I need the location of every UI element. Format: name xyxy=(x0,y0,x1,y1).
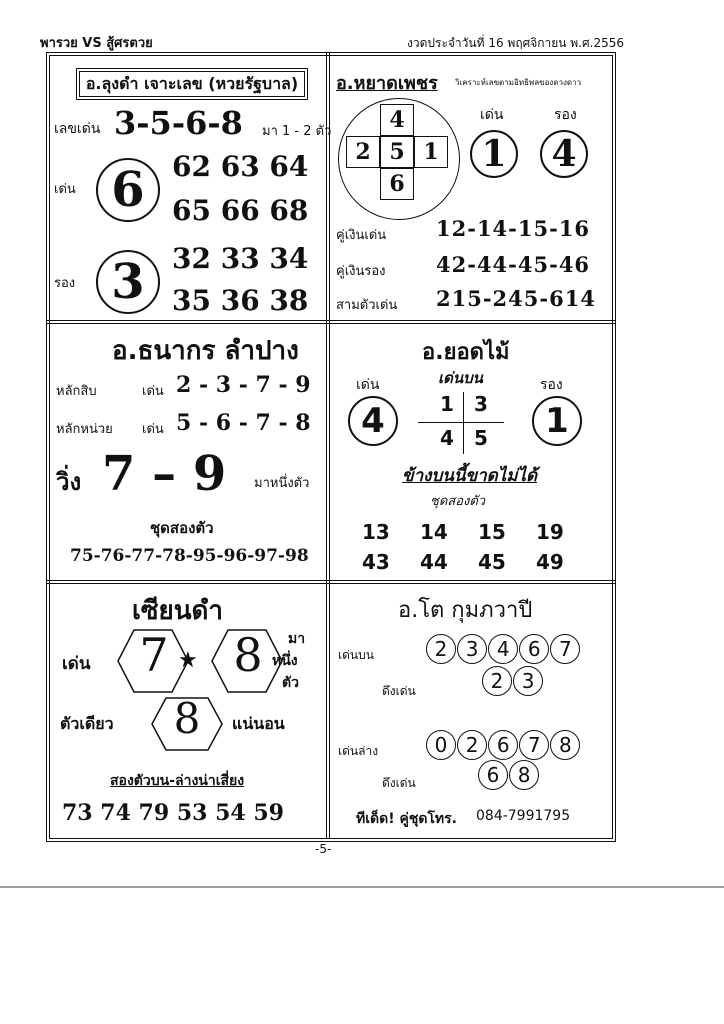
grid-cell-right: 1 xyxy=(414,136,448,168)
lead-label: เลขเด่น xyxy=(54,121,101,137)
p5-note-2: หนึ่ง xyxy=(272,653,298,669)
p4-row1-num-4: 19 xyxy=(536,520,564,544)
cross-cell-c: 4 xyxy=(440,426,454,450)
cross-horizontal-line xyxy=(418,422,504,423)
pair-den-label: คู่เงินเด่น xyxy=(336,228,387,243)
header-date: งวดประจำวันที่ 16 พฤศจิกายน พ.ศ.2556 xyxy=(407,36,624,50)
top-digit-circle: 2 xyxy=(426,634,456,664)
handwritten-note: ข้างบนนี้ขาดไม่ได้ xyxy=(402,466,538,486)
sure-label: แน่นอน xyxy=(232,714,285,733)
p4-den-label: เด่น xyxy=(356,377,380,393)
lead-note: มา 1 - 2 ตัว xyxy=(262,124,332,139)
lead-numbers: 3-5-6-8 xyxy=(114,104,243,142)
p4-rong-circle: 1 xyxy=(532,396,582,446)
p2-den-label: เด่น xyxy=(480,107,504,123)
rong-digit-circle: 3 xyxy=(96,250,160,314)
row-divider-1 xyxy=(46,320,616,324)
top-digit-circle: 3 xyxy=(457,634,487,664)
bottom-digit-circle: 6 xyxy=(488,730,518,760)
run-numbers: 7 – 9 xyxy=(102,446,227,502)
bottom-digit-circle: 8 xyxy=(550,730,580,760)
bottom-label: เด่นล่าง xyxy=(338,744,379,758)
run-note: มาหนึ่งตัว xyxy=(254,476,310,491)
p4-row2-num-3: 45 xyxy=(478,550,506,574)
p4-row2-num-1: 43 xyxy=(362,550,390,574)
rong-label: รอง xyxy=(54,276,76,291)
cross-cell-d: 5 xyxy=(474,426,488,450)
bottom-pull-circle: 8 xyxy=(509,760,539,790)
p4-row2-num-2: 44 xyxy=(420,550,448,574)
single-label: ตัวเดียว xyxy=(60,714,114,733)
p2-rong-circle: 4 xyxy=(540,130,588,178)
set-label: ชุดสองตัว xyxy=(150,519,214,537)
top-pull-row xyxy=(482,666,539,696)
p4-row1-num-2: 14 xyxy=(420,520,448,544)
pair-den-numbers: 12-14-15-16 xyxy=(436,216,591,241)
den-label: เด่น xyxy=(54,182,76,197)
bottom-digit-row xyxy=(426,730,576,760)
handwritten-top-label: เด่นบน xyxy=(438,369,483,387)
grid-cell-bottom: 6 xyxy=(380,168,414,200)
panel1-title: อ.ลุงดำ เจาะเลข (หวยรัฐบาล) xyxy=(79,71,305,97)
risk-label: สองตัวบน-ล่างน่าเสี่ยง xyxy=(110,773,245,789)
risk-numbers: 73 74 79 53 54 59 xyxy=(62,800,284,826)
den-numbers-row1: 62 63 64 xyxy=(172,150,309,183)
phone-number: 084-7991795 xyxy=(476,808,571,824)
bottom-pull-label: ดึงเด่น xyxy=(382,776,416,790)
p4-set-label: ชุดสองตัว xyxy=(430,494,486,509)
scan-edge-line xyxy=(0,886,724,888)
footer-label: ทีเด็ด! คู่ชุดโทร. xyxy=(356,811,458,827)
three-numbers: 215-245-614 xyxy=(436,286,596,311)
top-pull-circle: 3 xyxy=(513,666,543,696)
pair-rong-numbers: 42-44-45-46 xyxy=(436,252,591,277)
panel4-title: อ.ยอดไม้ xyxy=(422,340,510,365)
bottom-pull-row xyxy=(478,760,535,790)
p4-den-circle: 4 xyxy=(348,396,398,446)
p4-row2-num-4: 49 xyxy=(536,550,564,574)
tens-den-label: เด่น xyxy=(142,384,164,399)
rong-numbers-row2: 35 36 38 xyxy=(172,284,309,317)
top-pull-circle: 2 xyxy=(482,666,512,696)
panel2-subtitle: วิเคราะห์เลขตามอิทธิพลของดวงดาว xyxy=(455,78,582,87)
bottom-digit-circle: 0 xyxy=(426,730,456,760)
cross-vertical-line xyxy=(463,392,464,454)
bottom-digit-circle: 2 xyxy=(457,730,487,760)
column-divider xyxy=(326,52,330,838)
units-den-label: เด่น xyxy=(142,422,164,437)
p4-rong-label: รอง xyxy=(540,377,563,393)
bottom-digit-circle: 7 xyxy=(519,730,549,760)
page-number: -5- xyxy=(315,842,332,856)
cross-cell-a: 1 xyxy=(440,392,454,416)
units-numbers: 5 - 6 - 7 - 8 xyxy=(176,410,311,436)
single-digit: 8 xyxy=(173,694,201,743)
run-label: วิ่ง xyxy=(56,468,82,496)
row-divider-2 xyxy=(46,580,616,584)
den-digit-circle: 6 xyxy=(96,158,160,222)
panel2-title: อ.หยาดเพชร xyxy=(336,73,438,94)
rong-numbers-row1: 32 33 34 xyxy=(172,242,309,275)
units-label: หลักหน่วย xyxy=(56,422,113,437)
header-left: พารวย VS สู้ศรตวย xyxy=(40,36,153,51)
p5-note-3: ตัว xyxy=(282,675,299,691)
cross-cell-b: 3 xyxy=(474,392,488,416)
p4-row1-num-1: 13 xyxy=(362,520,390,544)
top-digit-circle: 6 xyxy=(519,634,549,664)
tens-numbers: 2 - 3 - 7 - 9 xyxy=(176,372,311,398)
pair-rong-label: คู่เงินรอง xyxy=(336,264,386,279)
grid-cell-top: 4 xyxy=(380,104,414,136)
p2-den-circle: 1 xyxy=(470,130,518,178)
set-numbers: 75-76-77-78-95-96-97-98 xyxy=(70,546,309,566)
panel5-title: เซียนดำ xyxy=(132,596,224,626)
hex-digit-2: 8 xyxy=(233,628,263,682)
top-digit-row xyxy=(426,634,576,664)
hex-digit-1: 7 xyxy=(139,628,169,682)
p4-row1-num-3: 15 xyxy=(478,520,506,544)
grid-cell-center: 5 xyxy=(380,136,414,168)
top-label: เด่นบน xyxy=(338,648,374,662)
star-icon: ★ xyxy=(178,648,198,673)
top-digit-circle: 4 xyxy=(488,634,518,664)
three-label: สามตัวเด่น xyxy=(336,298,398,313)
grid-cell-left: 2 xyxy=(346,136,380,168)
p2-rong-label: รอง xyxy=(554,107,577,123)
top-pull-label: ดึงเด่น xyxy=(382,684,416,698)
panel1-title-box xyxy=(76,68,308,100)
den-numbers-row2: 65 66 68 xyxy=(172,194,309,227)
tens-label: หลักสิบ xyxy=(56,384,97,399)
bottom-pull-circle: 6 xyxy=(478,760,508,790)
panel3-title: อ.ธนากร ลำปาง xyxy=(112,336,299,366)
top-digit-circle: 7 xyxy=(550,634,580,664)
panel6-title: อ.โต กุมภวาปี xyxy=(398,598,533,623)
p5-den-label: เด่น xyxy=(62,654,91,674)
p5-note-1: มา xyxy=(288,631,306,647)
